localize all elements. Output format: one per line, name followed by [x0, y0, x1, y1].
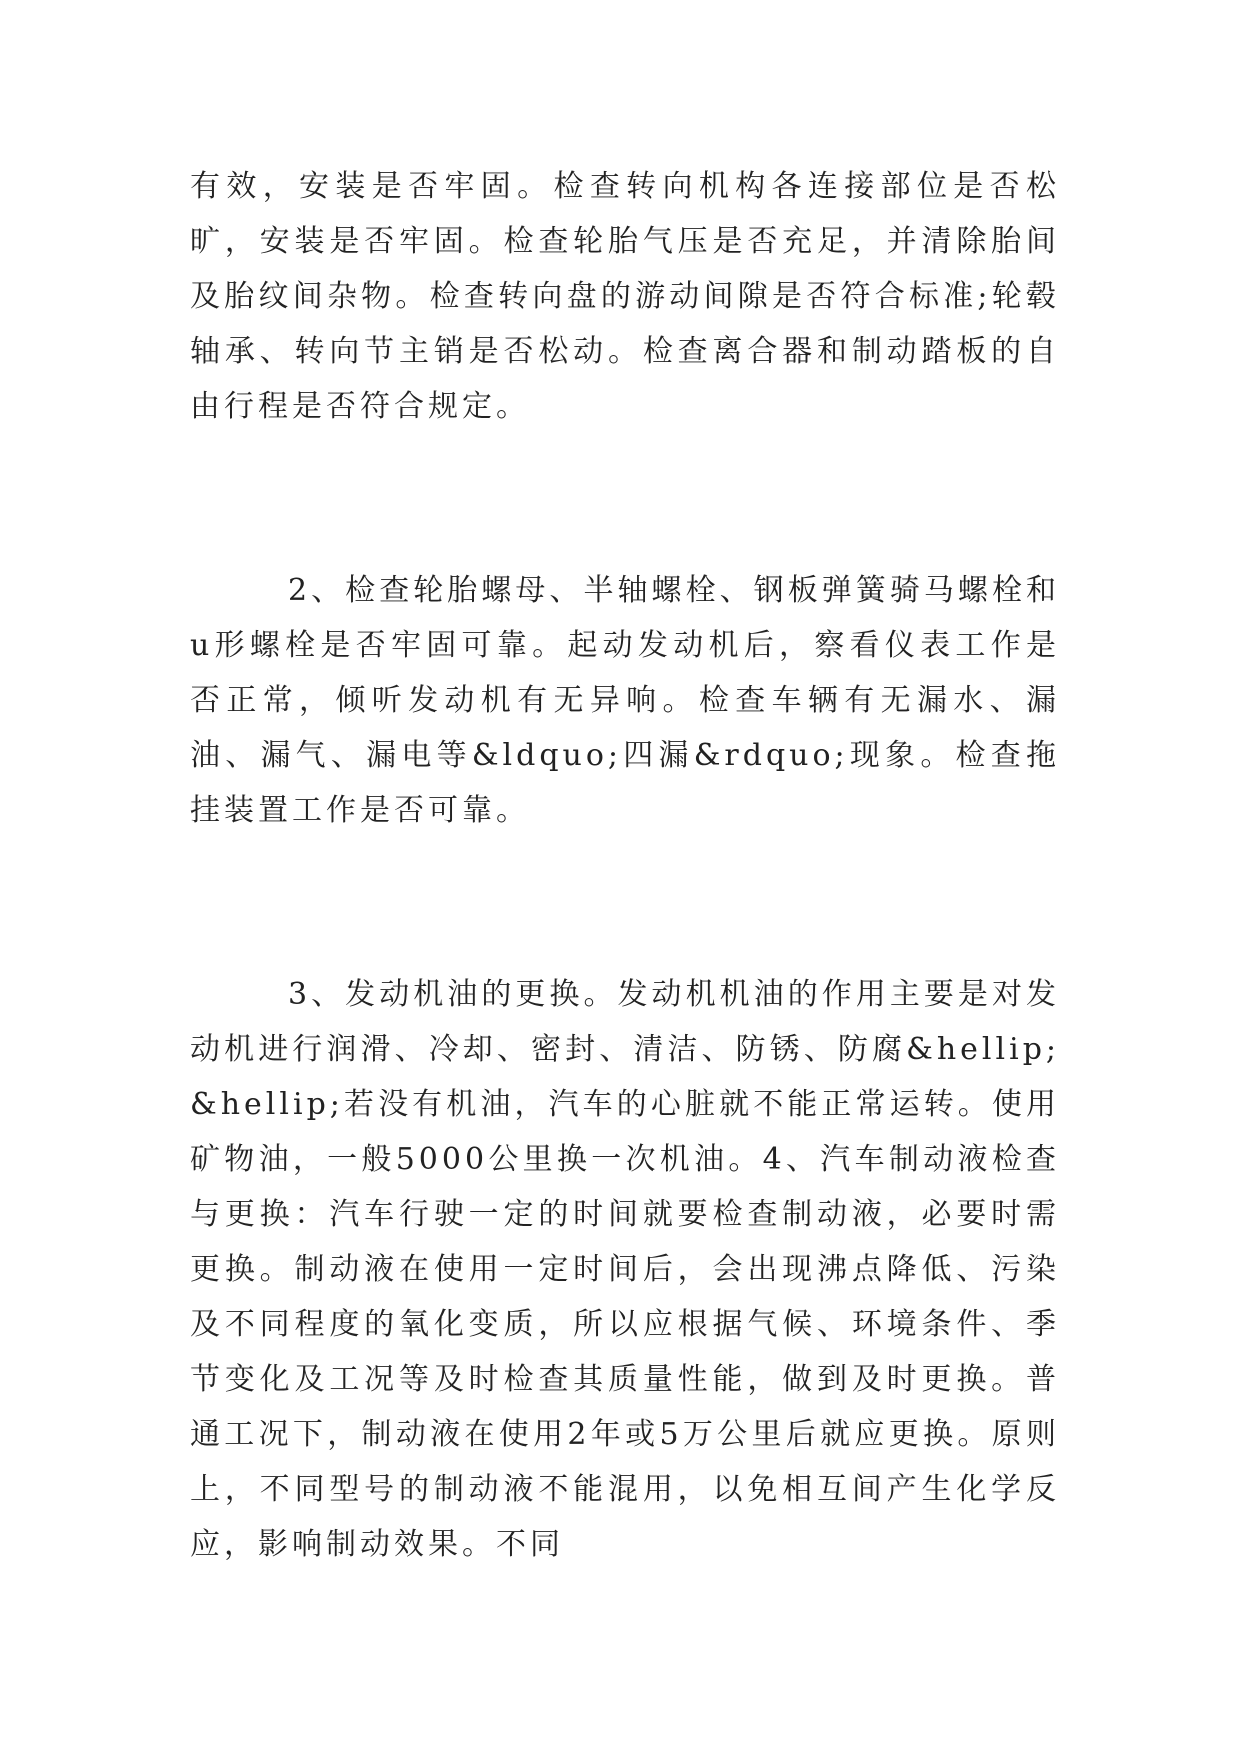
paragraph-oil-brake-fluid: 3、发动机油的更换。发动机机油的作用主要是对发动机进行润滑、冷却、密封、清洁、防锈、防腐&hellip;&hellip;若没有机油，汽车的心脏就不能正常运转。使用矿物油，一般5000公里换一次机油。4、汽车制动液检查与更换：汽车行驶一定的时间就要检查制动液，必要时需更换。制动液在使用一定时间后，会出现沸点降低、污染及不同程度的氧化变质，所以应根据气候、环境条件、季节变化及工况等及时检查其质量性能，做到及时更换。普通工况下，制动液在使用2年或5万公里后就应更换。原则上，不同型号的制动液不能混用，以免相互间产生化学反应，影响制动效果。不同 [190, 977, 1060, 1562]
paragraph-bolt-check: 2、检查轮胎螺母、半轴螺栓、钢板弹簧骑马螺栓和u形螺栓是否牢固可靠。起动发动机后，察看仪表工作是否正常，倾听发动机有无异响。检查车辆有无漏水、漏油、漏气、漏电等&ldquo;四漏&rdquo;现象。检查拖挂装置工作是否可靠。 [190, 573, 1060, 828]
paragraph-vehicle-inspection: 有效，安装是否牢固。检查转向机构各连接部位是否松旷，安装是否牢固。检查轮胎气压是否充足，并清除胎间及胎纹间杂物。检查转向盘的游动间隙是否符合标准;轮毂轴承、转向节主销是否松动。检查离合器和制动踏板的自由行程是否符合规定。 [190, 169, 1060, 424]
